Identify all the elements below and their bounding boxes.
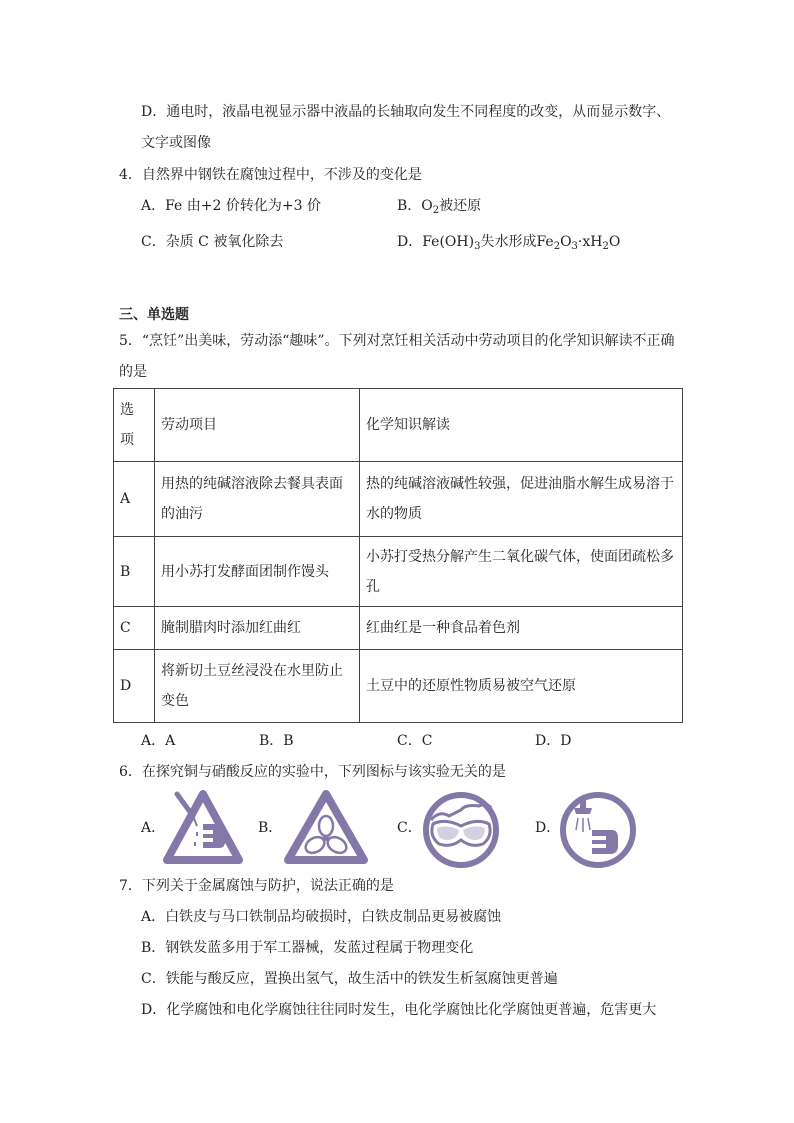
q4-option-d-prefix: D． [397, 234, 423, 250]
row-explanation-line1: 小苏打受热分解产生二氧化碳气体，使面团疏松多 [366, 548, 674, 565]
row-explanation [360, 462, 683, 537]
q4-option-d-formula2c: ·xH [577, 234, 603, 250]
section-title: 三、单选题 [119, 307, 189, 323]
q5-stem-line1: 5．“烹饪”出美味，劳动添“趣味”。下列对烹饪相关活动中劳动项目的化学知识解读不正确 [119, 333, 675, 349]
goggles-icon [421, 790, 501, 870]
q7-option-b: B．钢铁发蓝多用于军工器械，发蓝过程属于物理变化 [141, 940, 474, 956]
q5-table [113, 388, 683, 723]
row-project [155, 462, 360, 537]
q7-option-a: A．白铁皮与马口铁制品均破损时，白铁皮制品更易被腐蚀 [141, 909, 502, 925]
row-project-line2: 的油污 [161, 506, 203, 522]
q4-option-d-formula2b-sub: 3 [571, 241, 578, 252]
q7-stem: 7．下列关于金属腐蚀与防护，说法正确的是 [119, 878, 394, 894]
q4-option-d-formula2c-sub: 2 [602, 241, 609, 252]
table-row [114, 462, 683, 537]
row-explanation-line1: 热的纯碱溶液碱性较强，促进油脂水解生成易溶于 [366, 476, 674, 492]
header-project: 劳动项目 [155, 389, 360, 462]
q4-option-d-formula2d: O [608, 234, 621, 250]
row-explanation-line2: 水的物质 [366, 506, 422, 522]
q5-choice-d: D．D [535, 733, 572, 749]
q4-stem: 4．自然界中钢铁在腐蚀过程中，不涉及的变化是 [119, 167, 422, 183]
q6-label-a: A． [141, 820, 166, 836]
row-project [155, 650, 360, 723]
q3-option-d-line1: D．通电时，液晶电视显示器中液晶的长轴取向发生不同程度的改变，从而显示数字、 [141, 104, 671, 120]
q4-option-d [397, 232, 620, 252]
q7-option-c: C．铁能与酸反应，置换出氢气，故生活中的铁发生析氢腐蚀更普遍 [141, 971, 558, 987]
q4-option-d-formula2a-sub: 2 [553, 241, 561, 252]
q4-option-c: C．杂质 C 被氧化除去 [141, 234, 284, 250]
row-project-line1: 将新切土豆丝浸没在水里防止 [161, 663, 343, 679]
header-option [114, 389, 155, 462]
row-project: 腌制腊肉时添加红曲红 [155, 607, 360, 650]
q4-option-d-formula2b: O [560, 234, 572, 250]
q4-option-d-formula1: Fe(OH) [422, 234, 475, 250]
q4-option-d-formula1-sub: 3 [474, 241, 481, 252]
q6-label-c: C． [397, 820, 422, 836]
q6-label-d: D． [535, 820, 561, 836]
table-row [114, 607, 683, 650]
header-option-line1: 选 [120, 402, 134, 418]
q5-choice-b: B．B [259, 733, 294, 749]
q4-option-b-sub: 2 [432, 205, 440, 216]
table-header-row [114, 389, 683, 462]
table-row [114, 537, 683, 607]
q5-choice-a: A．A [141, 733, 176, 749]
q4-option-b [397, 196, 481, 216]
q6-label-b: B． [258, 820, 283, 836]
row-project: 用小苏打发酵面团制作馒头 [155, 537, 360, 607]
q4-option-d-formula2a: Fe [536, 234, 554, 250]
q7-option-d: D．化学腐蚀和电化学腐蚀往往同时发生，电化学腐蚀比化学腐蚀更普遍，危害更大 [141, 1002, 657, 1018]
corrosive-icon [163, 790, 243, 866]
q4-option-b-formula: O [421, 198, 433, 214]
row-explanation [360, 537, 683, 607]
q4-option-a: A．Fe 由+2 价转化为+3 价 [141, 198, 321, 214]
ventilation-fan-icon [284, 790, 368, 866]
q5-choice-c: C．C [397, 733, 433, 749]
q4-option-d-mid: 失水形成 [480, 234, 537, 250]
row-project-line2: 变色 [161, 693, 189, 709]
row-explanation: 红曲红是一种食品着色剂 [360, 607, 683, 650]
header-explanation: 化学知识解读 [360, 389, 683, 462]
row-explanation: 土豆中的还原性物质易被空气还原 [360, 650, 683, 723]
hand-washing-icon [558, 790, 638, 870]
header-option-line2: 项 [120, 432, 134, 448]
row-project-line1: 用热的纯碱溶液除去餐具表面 [161, 476, 343, 492]
row-option: C [114, 607, 155, 650]
row-option: D [114, 650, 155, 723]
row-explanation-line2: 孔 [366, 578, 380, 595]
q4-option-b-prefix: B． [397, 198, 422, 214]
table-row [114, 650, 683, 723]
row-option: A [114, 462, 155, 537]
q6-stem: 6．在探究铜与硝酸反应的实验中，下列图标与该实验无关的是 [119, 764, 506, 780]
row-option: B [114, 537, 155, 607]
q4-option-b-suffix: 被还原 [439, 198, 482, 214]
q3-option-d-line2: 文字或图像 [141, 135, 211, 151]
q5-stem-line2: 的是 [119, 364, 147, 380]
